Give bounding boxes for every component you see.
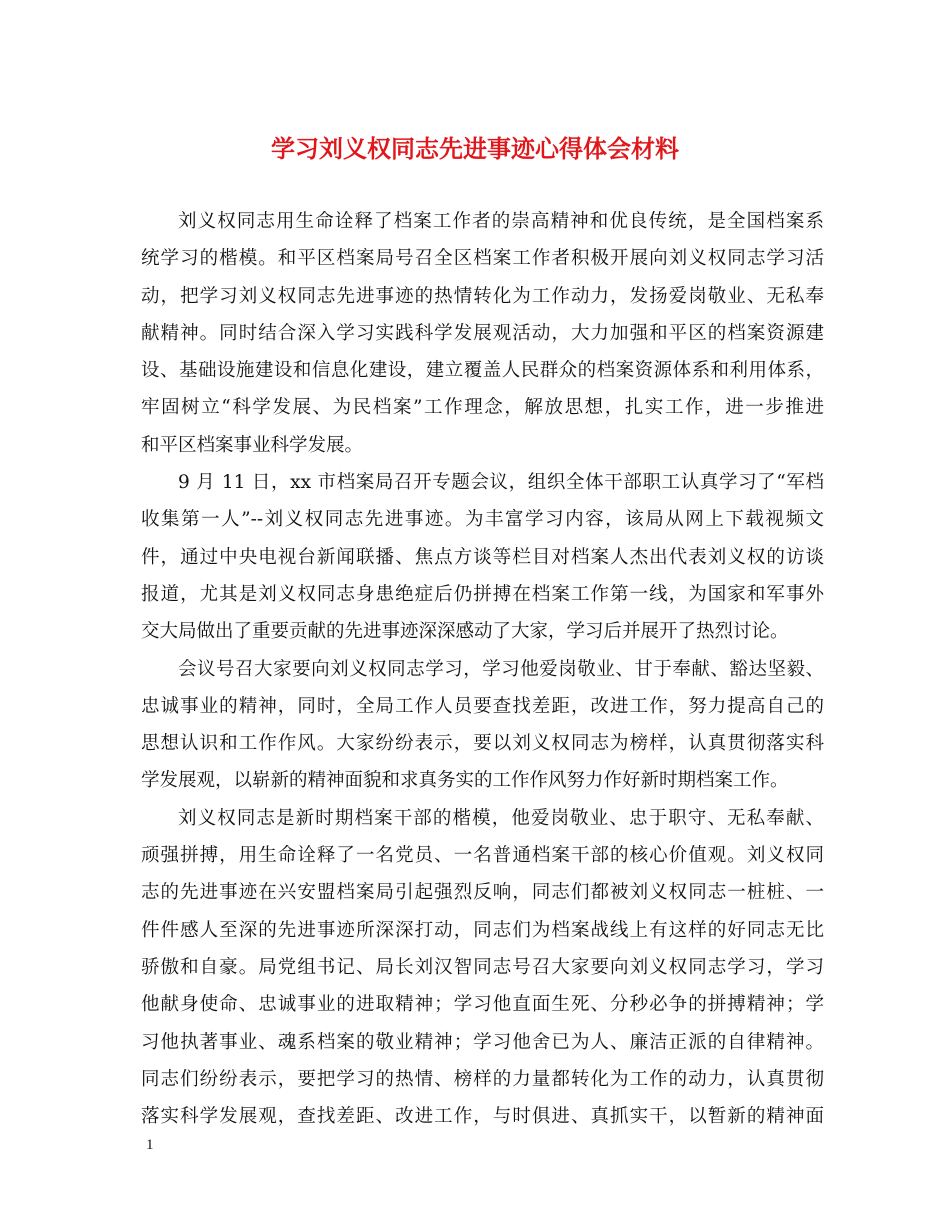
paragraph-line: 牢固树立“科学发展、为民档案”工作理念，解放思想，扎实工作，进一步推进 — [141, 397, 824, 419]
paragraph-3 — [141, 651, 824, 800]
paragraph-line: 刘义权同志是新时期档案干部的楷模，他爱岗敬业、忠于职守、无私奉献、 — [178, 807, 824, 829]
paragraph-line: 统学习的楷模。和平区档案局号召全区档案工作者积极开展向刘义权同志学习活 — [141, 248, 824, 270]
paragraph-line: 会议号召大家要向刘义权同志学习，学习他爱岗敬业、甘于奉献、豁达坚毅、 — [178, 658, 824, 680]
paragraph-line: 9 月 11 日，xx 市档案局召开专题会议，组织全体干部职工认真学习了“军档 — [178, 472, 824, 494]
paragraph-line: 志的先进事迹在兴安盟档案局引起强烈反响，同志们都被刘义权同志一桩桩、一 — [141, 882, 824, 904]
paragraph-line: 思想认识和工作作风。大家纷纷表示，要以刘义权同志为榜样，认真贯彻落实科 — [141, 733, 824, 755]
paragraph-line: 骄傲和自豪。局党组书记、局长刘汉智同志号召大家要向刘义权同志学习，学习 — [141, 956, 824, 978]
paragraph-line: 刘义权同志用生命诠释了档案工作者的崇高精神和优良传统，是全国档案系 — [178, 211, 824, 232]
document-body — [141, 203, 824, 1135]
paragraph-2 — [141, 464, 824, 650]
paragraph-line: 献精神。同时结合深入学习实践科学发展观活动，大力加强和平区的档案资源建 — [141, 322, 824, 344]
paragraph-1 — [141, 203, 824, 464]
paragraph-line: 学发展观，以崭新的精神面貌和求真务实的工作作风努力作好新时期档案工作。 — [141, 770, 789, 792]
paragraph-line: 交大局做出了重要贡献的先进事迹深深感动了大家，学习后并展开了热烈讨论。 — [141, 621, 789, 643]
paragraph-line: 动，把学习刘义权同志先进事迹的热情转化为工作动力，发扬爱岗敬业、无私奉 — [141, 285, 824, 307]
paragraph-line: 落实科学发展观，查找差距、改进工作，与时俱进、真抓实干，以暂新的精神面 — [141, 1106, 824, 1128]
paragraph-line: 件件感人至深的先进事迹所深深打动，同志们为档案战线上有这样的好同志无比 — [141, 919, 824, 941]
paragraph-line: 和平区档案事业科学发展。 — [141, 434, 364, 456]
paragraph-line: 习他执著事业、魂系档案的敬业精神；学习他舍已为人、廉洁正派的自律精神。 — [141, 1031, 824, 1053]
document-title: 学习刘义权同志先进事迹心得体会材料 — [271, 134, 679, 163]
page-number: 1 — [146, 1137, 154, 1153]
paragraph-4 — [141, 800, 824, 1136]
paragraph-line: 收集第一人”--刘义权同志先进事迹。为丰富学习内容，该局从网上下载视频文 — [141, 509, 824, 531]
paragraph-line: 他献身使命、忠诚事业的进取精神；学习他直面生死、分秒必争的拼搏精神；学 — [141, 994, 824, 1016]
paragraph-line: 设、基础设施建设和信息化建设，建立覆盖人民群众的档案资源体系和利用体系， — [141, 360, 824, 382]
paragraph-line: 忠诚事业的精神，同时，全局工作人员要查找差距，改进工作，努力提高自己的 — [141, 695, 824, 717]
paragraph-line: 顽强拼搏，用生命诠释了一名党员、一名普通档案干部的核心价值观。刘义权同 — [141, 845, 824, 867]
paragraph-line: 同志们纷纷表示，要把学习的热情、榜样的力量都转化为工作的动力，认真贯彻 — [141, 1068, 824, 1090]
paragraph-line: 件，通过中央电视台新闻联播、焦点方谈等栏目对档案人杰出代表刘义权的访谈 — [141, 546, 824, 568]
paragraph-line: 报道，尤其是刘义权同志身患绝症后仍拼搏在档案工作第一线，为国家和军事外 — [141, 583, 824, 605]
